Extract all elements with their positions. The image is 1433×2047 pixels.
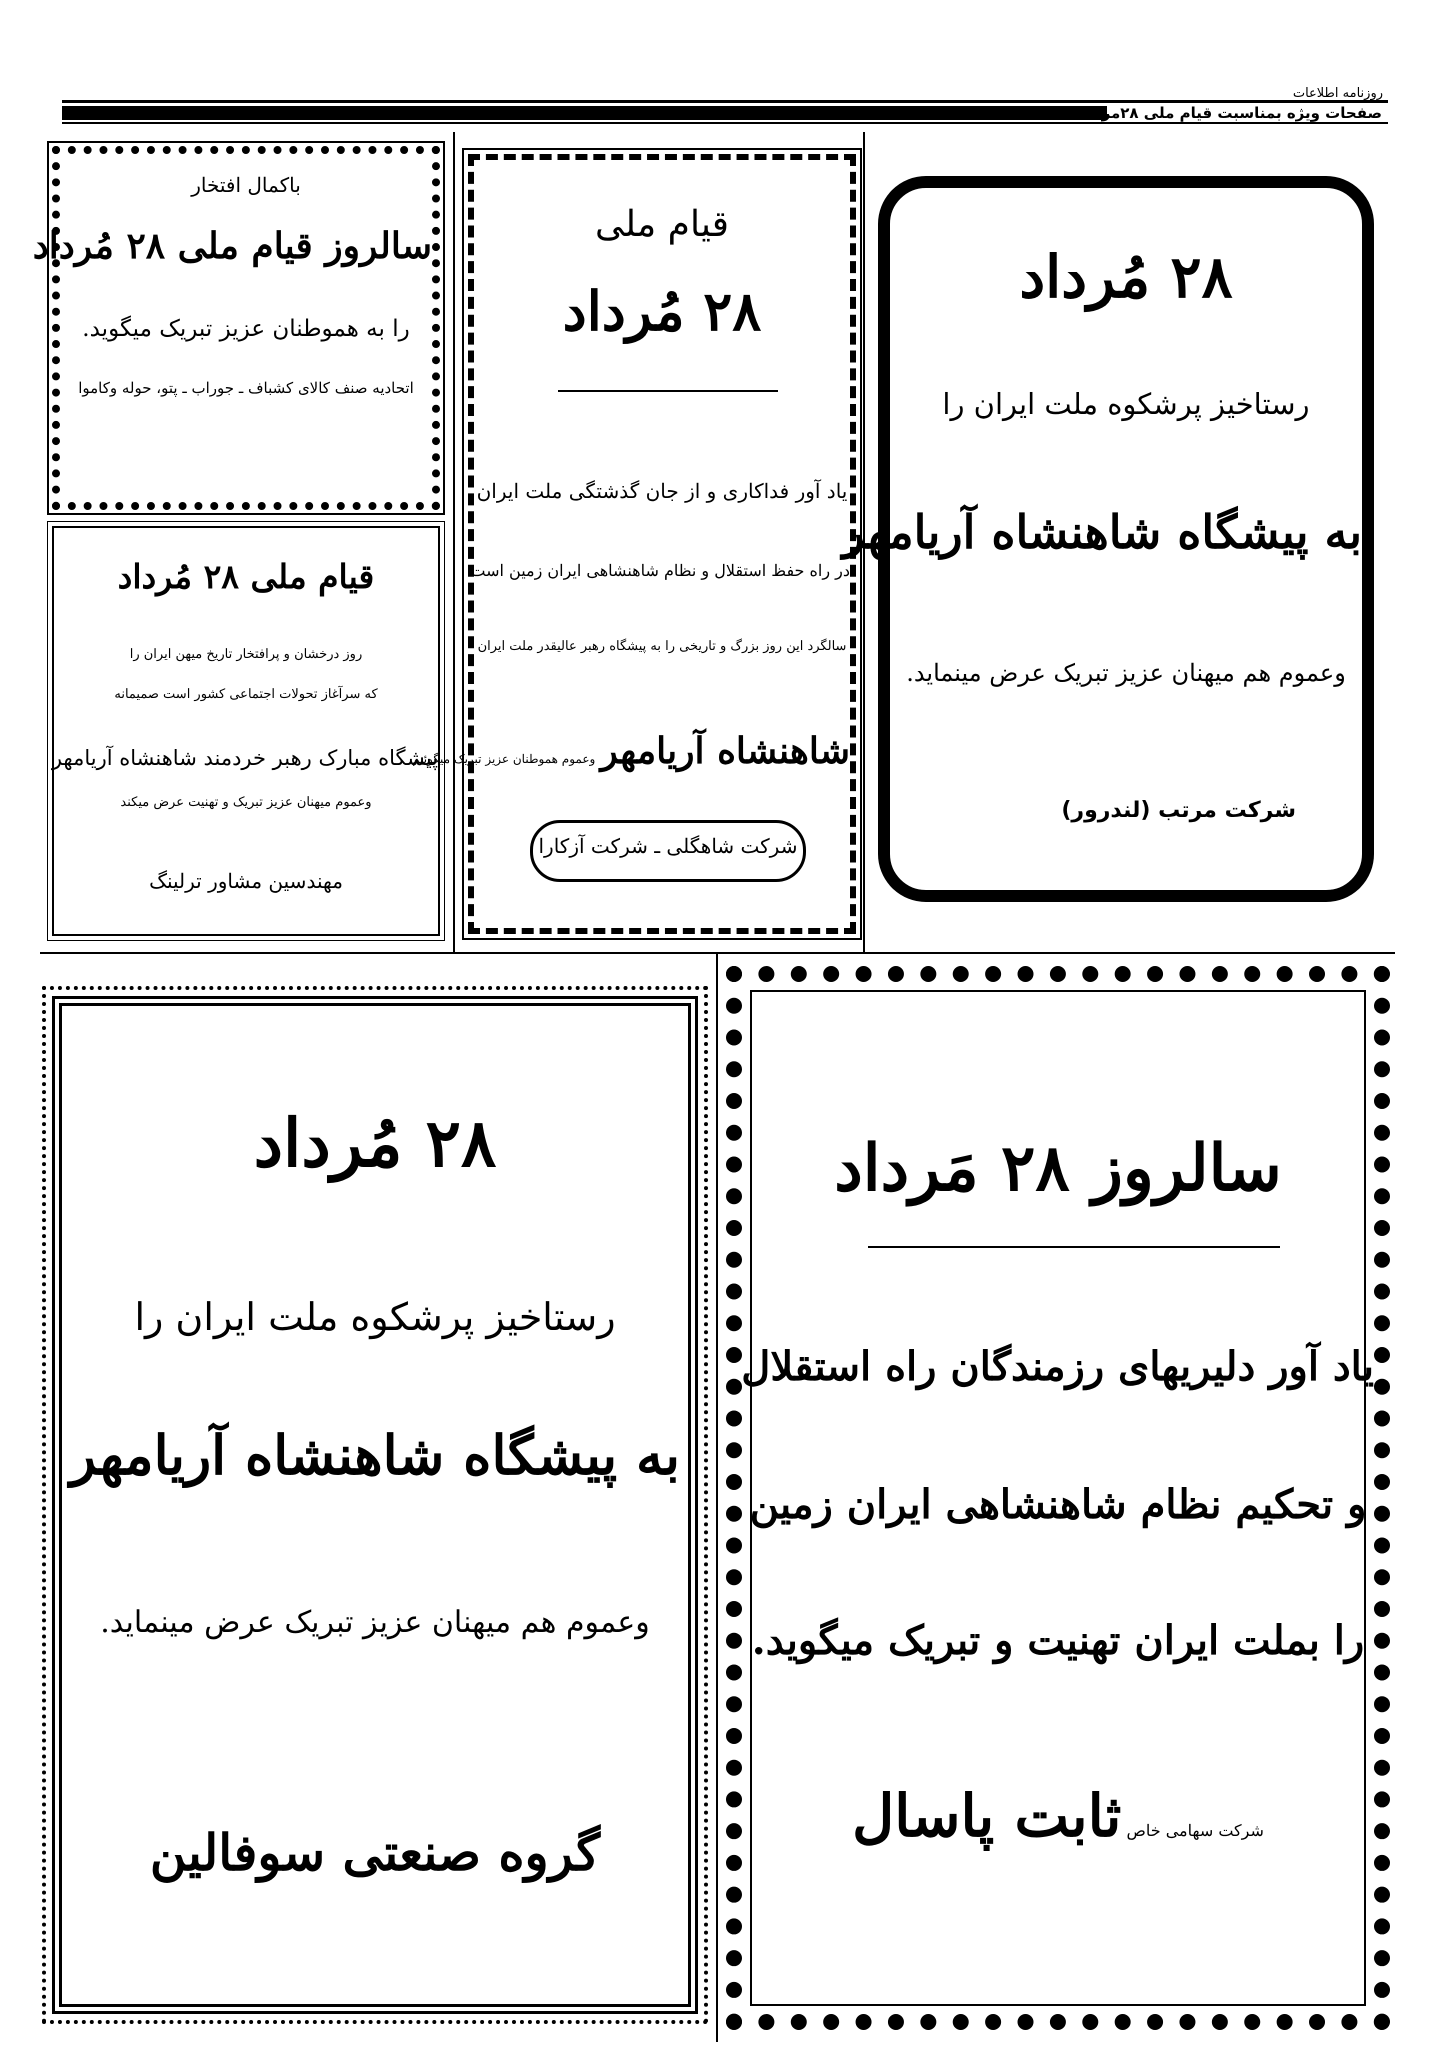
ad-intro: باکمال افتخار (191, 173, 301, 197)
ad-signature-small: شرکت سهامی خاص (1126, 1821, 1264, 1840)
ad-line: روز درخشان و پرافتخار تاریخ میهن ایران را (129, 647, 363, 662)
ad-line-side: وعموم هموطنان عزیز تبریک میگوئیم (412, 752, 596, 766)
ad-line: در راه حفظ استقلال و نظام شاهنشاهی ایران زمین است (470, 561, 850, 580)
ad-line-main: شاهنشاه آریامهر (600, 730, 850, 772)
ad-line: یاد آور دلیریهای رزمندگان راه استقلال (741, 1343, 1374, 1390)
ad-title: ۲۸ مُرداد (562, 279, 762, 343)
ad-line: پیشگاه مبارک رهبر خردمند شاهنشاه آریامهر (51, 746, 438, 770)
title-underline (868, 1246, 1280, 1248)
page-header-title: صفحات ویژه بمناسبت قیام ملی ۲۸مرداد (1081, 104, 1382, 122)
ad-mid-left (52, 526, 440, 936)
column-rule-left (453, 132, 455, 952)
ad-bottom-left (52, 996, 698, 2014)
ad-headline: سالروز قیام ملی ۲۸ مُرداد (32, 225, 432, 267)
ad-line: رستاخیز پرشکوه ملت ایران را (134, 1295, 616, 1339)
title-underline (558, 390, 778, 392)
ad-headline: سالروز ۲۸ مَرداد (834, 1131, 1282, 1206)
ad-signature: ثابت پاسال (852, 1782, 1122, 1850)
ad-line: را بملت ایران تهنیت و تبریک میگوید. (751, 1617, 1365, 1664)
ad-line: سالگرد این روز بزرگ و تاریخی را به پیشگاه رهبر عالیقدر ملت ایران (477, 639, 847, 654)
ad-signature: شرکت شاهگلی ـ شرکت آزکارا (538, 834, 798, 858)
ad-line: که سرآغاز تحولات اجتماعی کشور است صمیمانه (114, 687, 378, 702)
newspaper-name: روزنامه اطلاعات (1292, 86, 1383, 101)
ad-signature-row (742, 1782, 1374, 1850)
header-black-rule (62, 106, 1107, 120)
column-rule-bottom (716, 952, 718, 2042)
ad-signature: مهندسین مشاور ترلینگ (149, 869, 343, 893)
ad-line: به پیشگاه شاهنشاه آریامهر (69, 1423, 680, 1487)
ad-line: وعموم میهنان عزیز تبریک و تهنیت عرض میکند (120, 795, 372, 810)
signature-pill (530, 820, 806, 882)
ad-top-center (412, 154, 856, 934)
ad-line: و تحکیم نظام شاهنشاهی ایران زمین (749, 1481, 1367, 1528)
ad-line-row (412, 730, 850, 772)
ad-top-left (32, 146, 440, 510)
ad-line: اتحادیه صنف کالای کشباف ـ جوراب ـ پتو، حوله وکاموا (78, 379, 414, 397)
ad-title: قیام ملی (595, 204, 729, 245)
ad-top-right (842, 176, 1374, 902)
ad-signature: گروه صنعتی سوفالین (149, 1823, 601, 1882)
ad-headline: ۲۸ مُرداد (253, 1104, 497, 1182)
ad-line: به پیشگاه شاهنشاه آریامهر (842, 505, 1362, 559)
ad-line: وعموم هم میهنان عزیز تبریک عرض مینماید. (906, 659, 1346, 687)
ad-line: رستاخیز پرشکوه ملت ایران را (942, 387, 1310, 421)
ad-bottom-right (726, 966, 1390, 2030)
ad-headline: ۲۸ مُرداد (1019, 243, 1233, 311)
ad-line: یاد آور فداکاری و از جان گذشتگی ملت ایران (476, 479, 848, 503)
ad-line: را به هموطنان عزیز تبریک میگوید. (82, 316, 410, 342)
ad-signature: شرکت مرتب (لندرور) (1061, 798, 1296, 823)
ad-headline: قیام ملی ۲۸ مُرداد (117, 557, 375, 596)
page-header-bar (62, 100, 1388, 124)
ad-line: وعموم هم میهنان عزیز تبریک عرض مینماید. (100, 1605, 650, 1640)
